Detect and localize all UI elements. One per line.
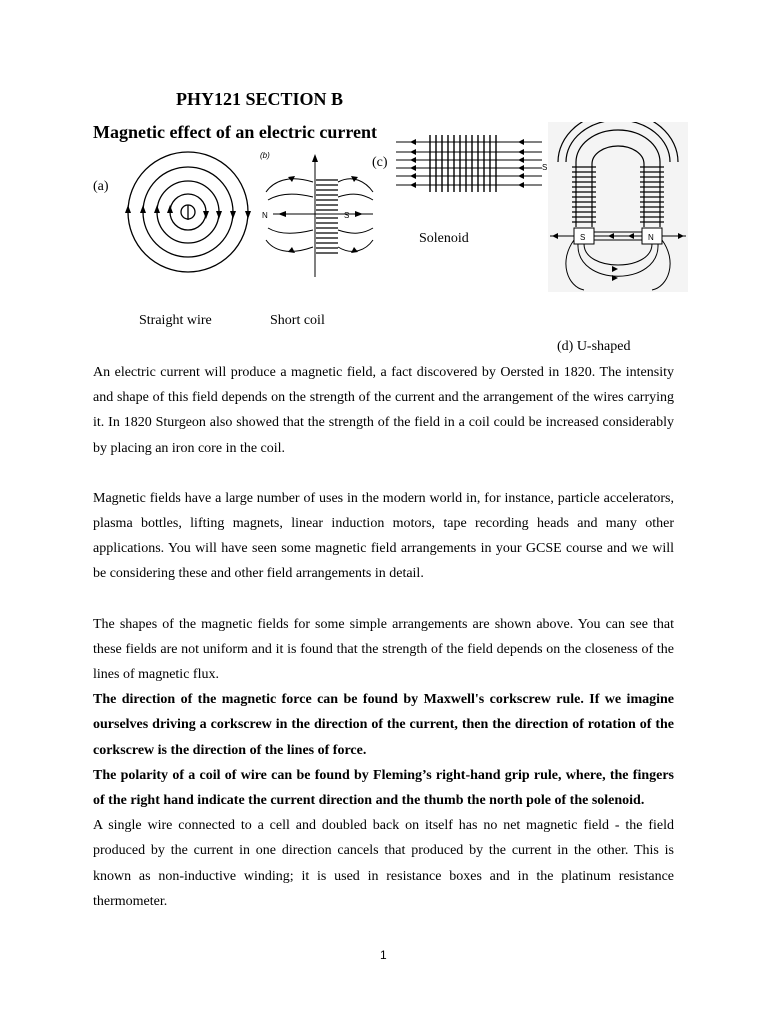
paragraph-field-shapes: The shapes of the magnetic fields for some simple arrangements are shown above. You can see that these fields are not uniform and it is found that the strength of the field depends on the closeness of the lines of magnetic flux. [93,616,674,683]
caption-solenoid: Solenoid [419,231,469,246]
paragraph-oersted: An electric current will produce a magnetic field, a fact discovered by Oersted in 1820. The intensity and shape of this field depends on the strength of the current and the arrangement of the wires carrying it. In 1820 Sturgeon also showed that the strength of the field in a coil could be increased considerably by placing an iron core in the coil. [93,365,674,456]
figure-a-label: (a) [93,179,109,194]
solenoid-field-diagram [392,130,552,200]
course-title: PHY121 SECTION B [176,89,344,109]
paragraph-corkscrew-rule: The direction of the magnetic force can be found by Maxwell's corkscrew rule. If we imagine ourselves driving a corkscrew in the direction of the current, then the direction of rotation of the corkscrew is the direction of the lines of force. [93,692,674,758]
straight-wire-field-diagram [118,150,268,280]
caption-short-coil: Short coil [270,313,325,328]
short-coil-pole-n: N [262,211,268,220]
short-coil-field-diagram [258,152,383,282]
caption-straight-wire: Straight wire [139,313,212,328]
short-coil-pole-s: S [344,211,350,220]
page-number: 1 [380,948,387,962]
paragraph-uses: Magnetic fields have a large number of uses in the modern world in, for instance, particle accelerators, plasma bottles, lifting magnets, linear induction motors, tape recording heads and many other applications. You will have seen some magnetic field arrangements in your GCSE course and we will be considering these and other field arrangements in detail. [93,490,674,582]
paragraph-grip-rule: The polarity of a coil of wire can be found by Fleming’s right-hand grip rule, where, the fingers of the right hand indicate the current direction and the thumb the north pole of the solenoid. [93,767,674,809]
caption-u-shaped: (d) U-shaped [557,339,631,354]
u-magnet-pole-n: N [648,233,654,242]
body-text [93,360,674,914]
figure-c-label: (c) [372,155,388,170]
solenoid-pole-s: S [542,163,548,172]
paragraph-non-inductive: A single wire connected to a cell and doubled back on itself has no net magnetic field - the field produced by the current in one direction cancels that produced by the current in the other. This is known as non-inductive winding; it is used in resistance boxes and in the platinum resistance thermometer. [93,818,674,909]
figure-b-label: (b) [260,151,270,160]
section-heading: Magnetic effect of an electric current [93,122,378,142]
u-shaped-magnet-field-diagram [548,122,688,292]
u-magnet-pole-s: S [580,233,586,242]
